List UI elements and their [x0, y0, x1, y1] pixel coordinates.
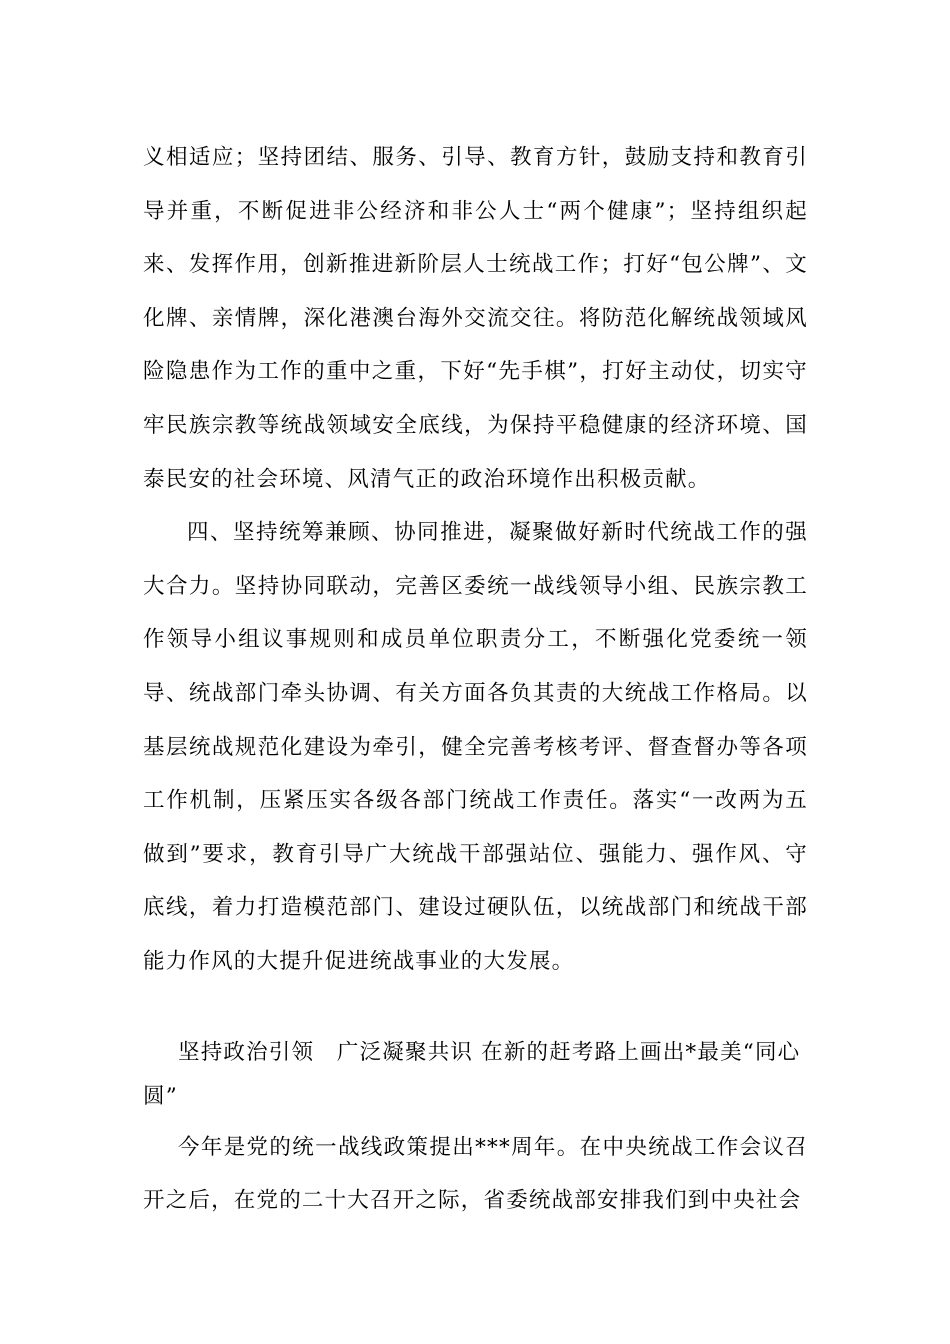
article-title: 坚持政治引领 广泛凝聚共识 在新的赶考路上画出*最美“同心圆” [143, 1040, 801, 1109]
paragraph-section-four: 四、坚持统筹兼顾、协同推进，凝聚做好新时代统战工作的强大合力。坚持协同联动，完善区委统一战线领导小组、民族宗教工作领导小组议事规则和成员单位职责分工，不断强化党委统一领导、统战部门牵头协调、有关方面各负其责的大统战工作格局。以基层统战规范化建设为牵引，健全完善考核考评、督查督办等各项工作机制，压紧压实各级各部门统战工作责任。落实“一改两为五做到”要求，教育引导广大统战干部强站位、强能力、强作风、守底线，着力打造模范部门、建设过硬队伍，以统战部门和统战干部能力作风的大提升促进统战事业的大发展。 [143, 520, 808, 974]
paragraph-continuation: 义相适应；坚持团结、服务、引导、教育方针，鼓励支持和教育引导并重，不断促进非公经济和非公人士“两个健康”；坚持组织起来、发挥作用，创新推进新阶层人士统战工作；打好“包公牌”、文化牌、亲情牌，深化港澳台海外交流交往。将防范化解统战领域风险隐患作为工作的重中之重，下好“先手棋”，打好主动仗，切实守牢民族宗教等统战领域安全底线，为保持平稳健康的经济环境、国泰民安的社会环境、风清气正的政治环境作出积极贡献。 [143, 145, 808, 492]
body-text-lower [143, 1121, 808, 1227]
body-text-upper [143, 131, 808, 989]
paragraph-intro: 今年是党的统一战线政策提出***周年。在中央统战工作会议召开之后，在党的二十大召开之际，省委统战部安排我们到中央社会 [143, 1135, 808, 1213]
